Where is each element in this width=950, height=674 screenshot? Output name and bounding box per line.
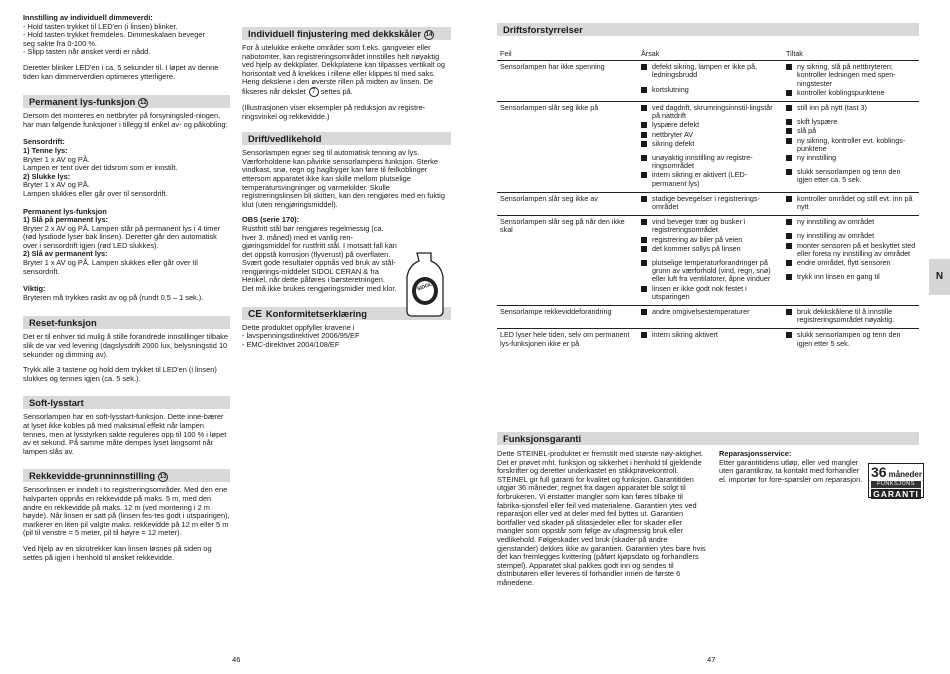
permanent-step-1-body: Bryter 2 x AV og PÅ. Lampen står på permanent lys i 4 timer (rød lysdiode lyser bak linsen). Deretter går den automatisk over i sensordrift igjen (rød LED slukkes). <box>23 223 221 250</box>
bullet-square-icon <box>641 196 647 202</box>
action-item <box>786 195 916 211</box>
cause-text: unøyaktig innstilling av registre-ringsområdet <box>652 153 753 171</box>
cause-item <box>641 171 780 187</box>
bullet-square-icon <box>786 64 792 70</box>
action-text: ny sikring, slå på nettbryteren; kontroller ledningen med spen-ningstester <box>797 62 896 88</box>
warranty-badge <box>868 463 924 498</box>
cause-cell <box>638 102 783 193</box>
obs-body: Rustfritt stål bør rengjøres regelmessig (ca. hver 3. måned) med et vanlig ren-gjøringsmiddel for rustfritt stål. I motsatt fall kan det oppstå korrosjon (flyverust) på overflaten. Svært gode resultater oppnås ved bruk av stål-rengjørings-middelet SIDOL CERAN & fra Henkel, når dette påføres i børsteretningen. Det må ikke brukes rengjøringsmidler med klor. <box>242 223 397 294</box>
soft-start-body: Sensorlampen har en soft-lysstart-funksjon. Dette inne-bærer at lyset ikke kobles på med maksimal effekt når lampen tennes, men at lysstyrken sakte reguleres opp til 100 % i løpet av et sekund. På samme måte dempes lyset langsomt når lampen slås av. <box>23 412 227 456</box>
bullet-square-icon <box>641 64 647 70</box>
warranty-body: Dette STEINEL-produktet er fremstilt med største nøy-aktighet. Det er prøvet mht. funksjon og sikkerhet i henhold til gjeldende forskrifter og deretter underkastet en stikkprøvekontroll. STEINEL gir full garanti for kvalitet og funksjon. Garantitiden utgjør 36 måneder, regnet fra dagen apparatet ble solgt til forbrukeren. Vi erstatter mangler som kan føres tilbake til fabrika-sjonsfeil eller feil ved materialene. Garantien ytes ved reparasjon eller ved at deler med feil byttes ut. Garantien bortfaller ved skader på slitasjedeler eller for skader eller mangler som oppstår som følge av ufagmessig bruk eller vedlikehold. Følgeskader ved bruk (skader på andre gjenstander) dekkes ikke av garantien. Garantien ytes bare hvis det kan fremlegges kvittering (påført kjøpsdato og forhandlers stempel). Apparatet skal pakkes godt inn og sendes til distributøren eller leveres til forhandler innen de første 6 månedene. <box>497 449 706 587</box>
action-text: bruk dekkskålene til å innstille registreringsområdet nøyaktig. <box>797 307 895 325</box>
table-row <box>497 61 919 102</box>
bullet-square-icon <box>641 332 647 338</box>
fine-adjust-heading: Individuell finjustering med dekkskåler 14 <box>242 27 451 40</box>
cause-text: defekt sikring, lampen er ikke på, ledningsbrudd <box>652 62 758 80</box>
badge-number: 36 <box>871 464 887 480</box>
header-action: Tiltak <box>783 48 919 61</box>
action-text: endre området, flytt sensoren <box>797 258 891 268</box>
cause-item <box>641 140 780 148</box>
bullet-square-icon <box>786 155 792 161</box>
action-text: still inn på nytt (tast 3) <box>797 103 867 113</box>
cause-item <box>641 236 780 244</box>
range-body-2: Ved hjelp av en skrutrekker kan linsen løsnes på siden og settes på igjen i henhold til ønsket rekkevidde. <box>23 543 212 562</box>
table-row <box>497 306 919 329</box>
bottle-label: SIDOL <box>416 281 433 293</box>
bullet-square-icon <box>786 90 792 96</box>
bullet-square-icon <box>786 233 792 239</box>
cause-item <box>641 195 780 211</box>
permanent-light-title: Permanent lys-funksjon <box>23 206 107 216</box>
cause-text: intern sikring aktivert <box>652 330 718 340</box>
warranty-heading: Funksjonsgaranti <box>497 432 919 445</box>
important-body: Bryteren må trykkes raskt av og på (rundt 0,5 – 1 sek.). <box>23 292 204 302</box>
bullet-square-icon <box>641 155 647 161</box>
warranty-left-column <box>497 450 709 595</box>
important-title: Viktig: <box>23 284 46 294</box>
permanent-step-1-title: 1) Slå på permanent lys: <box>23 215 109 225</box>
cause-text: intern sikring er aktivert (LED-permanent lys) <box>652 170 748 188</box>
bullet-square-icon <box>641 286 647 292</box>
action-item <box>786 218 916 226</box>
table-row <box>497 216 919 306</box>
bullet-square-icon <box>786 332 792 338</box>
action-text: ny sikring, kontroller evt. koblings-punktene <box>797 135 906 153</box>
cause-item <box>641 121 780 129</box>
cause-text: sikring defekt <box>652 138 695 148</box>
table-header-row <box>497 48 919 61</box>
header-fault: Feil <box>497 48 638 61</box>
language-tab: N <box>929 259 950 295</box>
bullet-square-icon <box>641 309 647 315</box>
fault-cell: LED lyser hele tiden, selv om permanent lys-funksjonen ikke er på <box>497 329 638 352</box>
action-text: trykk inn linsen en gang til <box>797 272 880 282</box>
cause-item <box>641 259 780 284</box>
table-row <box>497 102 919 193</box>
action-cell <box>783 192 919 215</box>
bullet-square-icon <box>786 219 792 225</box>
action-cell <box>783 306 919 329</box>
bullet-square-icon <box>641 87 647 93</box>
reset-body-2: Trykk alle 3 tastene og hold dem trykket til LED'en (i linsen) slukkes og tennes igjen (ca. 5 sek.). <box>23 365 217 383</box>
bullet-square-icon <box>786 169 792 175</box>
action-item <box>786 242 916 258</box>
action-item <box>786 168 916 184</box>
bullet-square-icon <box>641 132 647 138</box>
action-text: ny innstilling av området <box>797 217 875 227</box>
cause-text: stadige bevegelser i registrerings-området <box>652 193 760 212</box>
bullet-square-icon <box>641 141 647 147</box>
fine-adjust-note: (Illustrasjonen viser eksempler på reduksjon av registre-ringsvinkel og rekkevidde.) <box>242 102 426 121</box>
cause-item <box>641 245 780 253</box>
badge-unit: måneder <box>888 470 922 479</box>
cause-item <box>641 104 780 120</box>
conformity-heading: CE Konformitetserklæring <box>242 307 451 320</box>
cause-item <box>641 131 780 139</box>
action-item <box>786 89 916 97</box>
fault-cell: Sensorlampen har ikke spenning <box>500 62 605 72</box>
cause-text: kortslutning <box>652 84 689 94</box>
bullet-square-icon <box>786 309 792 315</box>
cause-item <box>641 218 780 234</box>
action-item <box>786 137 916 153</box>
sensor-step-2-body: Bryter 1 x AV og PÅ. Lampen slukkes eller går over til sensordrift. <box>23 180 168 198</box>
soft-start-heading: Soft-lysstart <box>23 396 230 409</box>
bullet-square-icon <box>641 246 647 252</box>
fault-cell: Sensorlampen slår seg på når den ikke skal <box>497 216 638 306</box>
dim-body-2: Deretter blinker LED'en i ca. 5 sekunder til. I løpet av denne tiden kan dimmerverdien optimeres ytterligere. <box>23 62 219 81</box>
action-item <box>786 127 916 135</box>
bullet-square-icon <box>641 122 647 128</box>
action-text: skift lyspære <box>797 117 838 127</box>
action-text: slukk sensorlampen og tenn den igjen etter 5 sek. <box>797 330 901 348</box>
action-item <box>786 273 916 281</box>
action-item <box>786 63 916 88</box>
action-cell <box>783 61 919 102</box>
cause-item <box>641 285 780 301</box>
cause-cell <box>638 306 783 329</box>
fault-cell: Sensorlampen slår seg ikke på <box>497 102 638 193</box>
action-text: slukk sensorlampen og tenn den igjen etter ca. 5 sek. <box>797 167 901 185</box>
bullet-square-icon <box>786 105 792 111</box>
action-item <box>786 331 916 347</box>
sensor-step-1-body: Bryter 1 x AV og PÅ. Lampen er tent over det tidsrom som er innstilt. <box>23 154 178 173</box>
bullet-square-icon <box>786 274 792 280</box>
permanent-step-2-title: 2) Slå av permanent lys: <box>23 249 108 259</box>
cause-cell <box>638 329 783 352</box>
bullet-square-icon <box>786 260 792 266</box>
troubleshooting-table <box>497 48 919 352</box>
action-cell <box>783 102 919 193</box>
warranty-right-column <box>719 450 865 491</box>
action-item <box>786 154 916 162</box>
action-item <box>786 118 916 126</box>
range-body: Sensorlinsen er inndelt i to registreringsområder. Med den ene halvparten oppnås en rekkevidde på maks. 5 m, med den andre en rekkevidde på maks. 12 m (ved montering i 2 m høyde). Når linsen er satt på (linsen fes-tes godt i utsparingen), markerer en liten pil valgte maks. rekkevidde på 12 m eller 5 m (pil til venstre = 5 meter, pil til høyre = 12 meter). <box>23 485 230 538</box>
cause-text: ved dagdrift, skrumringsinnstil-lingstår på nattdrift <box>652 103 773 121</box>
reset-body: Det er til enhver tid mulig å stille forandrede innstillinger tilbake slik de var ved levering (dagslysdrift 2000 lux, belysningstid 10 sekunder og dimming av). <box>23 332 228 359</box>
cause-text: vind beveger trær og busker i registreringsområdet <box>652 217 746 235</box>
cause-text: registrering av biler på veien <box>652 234 743 244</box>
cause-text: plutselige temperaturforandringer på grunn av værforhold (vind, regn, snø) eller luft fra ventilatorer, åpne vinduer <box>652 258 771 284</box>
repair-service-body: Etter garantitidens utløp, eller ved mangler uten garantikrav, ta kontakt med forhandler el. importør for fore-spørsler om reparasjon. <box>719 457 863 484</box>
cause-item <box>641 308 780 316</box>
cleaner-bottle-image <box>403 251 447 318</box>
cause-cell <box>638 216 783 306</box>
bullet-square-icon <box>786 243 792 249</box>
action-text: kontroller området og still evt. inn på nytt <box>797 193 913 212</box>
range-heading: Rekkevidde-grunninnstilling 13 <box>23 469 230 482</box>
badge-guarantee-label: GARANTI <box>871 489 921 499</box>
maintenance-body: Sensorlampen egner seg til automatisk tenning av lys. Værforholdene kan påvirke sensorlampens funksjon. Sterke vindkast, snø, regn og haglbyger kan føre til feilkoblinger ettersom apparatet ikke kan skille mellom plutselige temperatursvingninger og varmekilder. Skulle registreringslinsen bli skitten, kan den rengjøres med en fuktig klut (uten rengjøringsmiddel). <box>242 148 445 209</box>
cause-cell <box>638 192 783 215</box>
permanent-step-2-body: Bryter 1 x AV og PÅ. Lampen slukkes eller går over til sensordrift. <box>23 258 198 276</box>
action-text: ny innstilling av området <box>797 231 875 241</box>
bullet-square-icon <box>786 138 792 144</box>
ref-circle-12: 12 <box>139 99 147 106</box>
permanent-light-intro: Dersom det monteres en nettbryter på forsyningsled-ningen, har man følgende funksjoner i tillegg til enkel av- og påkobling: <box>23 111 228 129</box>
bullet-square-icon <box>641 260 647 266</box>
dim-body: - Hold tasten trykket til LED'en (i linsen) blinker. - Hold tasten trykket fremdeles. Dimmeskalaen beveger seg sakte fra 0-100 %. - Slipp tasten når ønsket verdi er nådd. <box>23 21 205 57</box>
cause-text: linsen er ikke godt nok festet i utsparingen <box>652 283 747 301</box>
page-number-left: 46 <box>232 655 241 664</box>
cause-text: lyspære defekt <box>652 120 700 130</box>
action-cell <box>783 329 919 352</box>
action-item <box>786 308 916 324</box>
cause-text: nettbryter AV <box>652 129 694 139</box>
permanent-light-heading: Permanent lys-funksjon 12 <box>23 95 230 108</box>
table-row <box>497 192 919 215</box>
sensor-step-1-title: 1) Tenne lys: <box>23 145 68 155</box>
cause-item <box>641 86 780 94</box>
dim-title: Innstilling av individuell dimmeverdi: <box>23 13 153 22</box>
action-item <box>786 259 916 267</box>
bullet-square-icon <box>641 219 647 225</box>
badge-function-label: FUNKSJONS <box>871 481 921 488</box>
conformity-body: Dette produktet oppfyller kravene i - lavspenningsdirektivet 2006/95/EF - EMC-direktivet 2004/108/EF <box>242 322 360 349</box>
cause-cell <box>638 61 783 102</box>
reset-heading: Reset-funksjon <box>23 316 230 329</box>
fine-adjust-body: For å utelukke enkelte områder som f.eks. gangveier eller nabotomter, kan registreringsområdet innstilles helt nøyaktig ved hjelp av dekkplater. Dekkplatene kan tilpasses vertikalt og horisontalt ved å knekkes i rillene eller klippes til med saks. Heng dekslene i den øverste rillen på midten av linsen. De fikseres når dekslet 7 settes på. <box>242 43 445 96</box>
obs-title: OBS (serie 170): <box>242 215 300 225</box>
cause-item <box>641 331 780 339</box>
header-cause: Årsak <box>638 48 783 61</box>
sensor-mode-title: Sensordrift: <box>23 137 65 147</box>
bullet-square-icon <box>786 128 792 134</box>
action-text: slå på <box>797 126 817 136</box>
left-column <box>23 14 230 569</box>
page-number-right: 47 <box>707 655 716 664</box>
ref-circle-13: 13 <box>159 473 167 480</box>
fault-cell: Sensorlampen slår seg ikke av <box>497 192 638 215</box>
fault-cell: Sensorlampe rekkeviddeforandring <box>497 306 638 329</box>
bullet-square-icon <box>641 237 647 243</box>
ref-circle-7: 7 <box>309 87 319 97</box>
bullet-square-icon <box>641 172 647 178</box>
table-row <box>497 329 919 352</box>
action-cell <box>783 216 919 306</box>
repair-service-title: Reparasjonsservice: <box>719 449 792 458</box>
sensor-step-2-title: 2) Slukke lys: <box>23 171 71 181</box>
ref-circle-14: 14 <box>425 31 433 38</box>
action-text: kontroller koblingspunktene <box>797 87 885 97</box>
action-item <box>786 232 916 240</box>
action-text: monter sensoren på et beskyttet sted eller foreta ny innstilling av området <box>797 240 916 258</box>
action-text: ny innstilling <box>797 153 837 163</box>
cause-item <box>641 63 780 79</box>
bullet-square-icon <box>641 105 647 111</box>
bullet-square-icon <box>786 119 792 125</box>
bullet-square-icon <box>786 196 792 202</box>
maintenance-heading: Drift/vedlikehold <box>242 132 451 145</box>
ce-mark: CE <box>248 308 262 320</box>
action-item <box>786 104 916 112</box>
cause-text: andre omgivelsestemperaturer <box>652 307 750 317</box>
troubleshooting-heading: Driftsforstyrrelser <box>497 23 919 36</box>
cause-text: det kommer sollys på linsen <box>652 243 741 253</box>
cause-item <box>641 154 780 170</box>
